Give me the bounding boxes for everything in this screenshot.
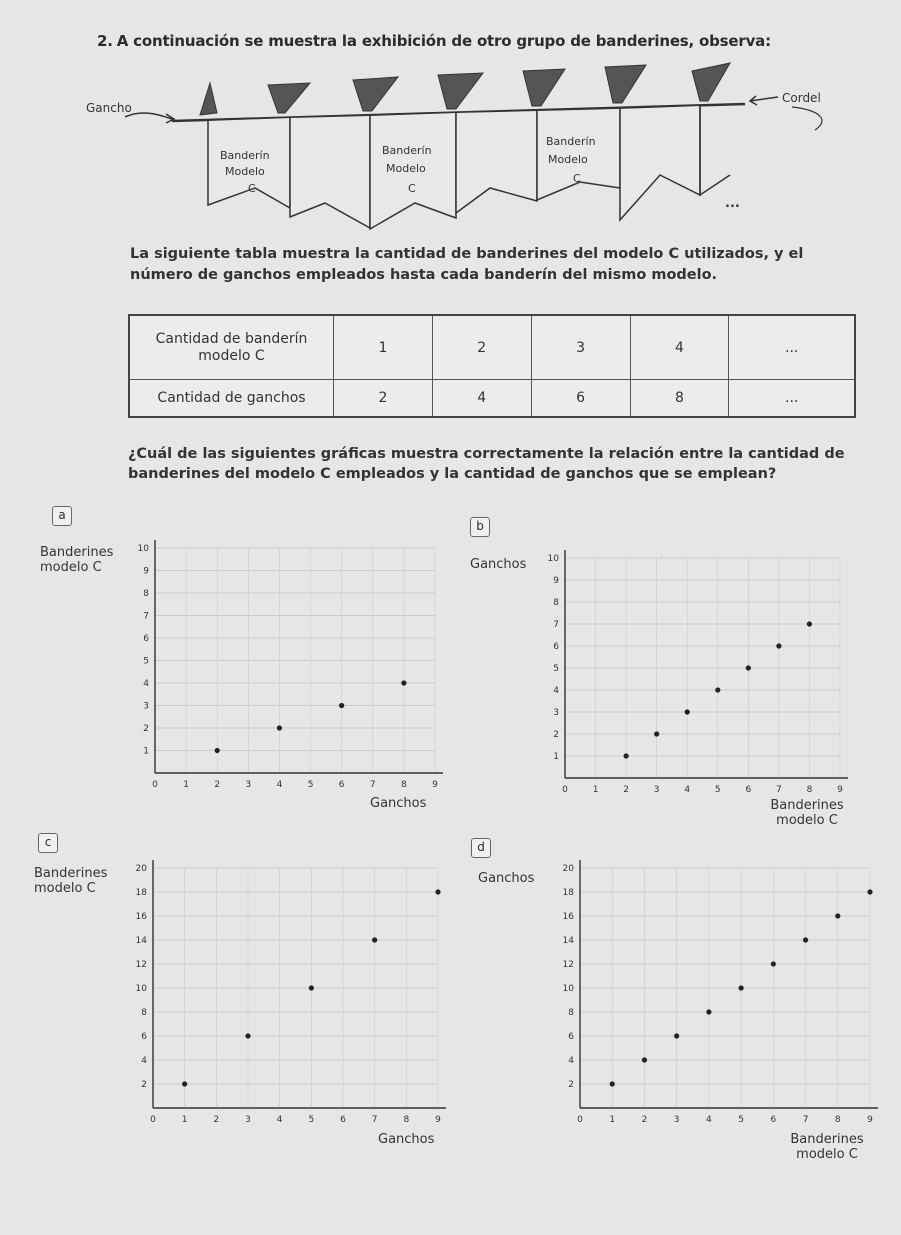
y-tick-label: 4 [143,679,149,689]
option-b-ylabel: Ganchos [470,557,527,572]
y-tick-label: 9 [553,576,559,586]
x-tick-label: 9 [435,1115,441,1125]
option-a-xlabel: Ganchos [370,796,427,811]
data-point [746,665,751,670]
data-point [624,753,629,758]
table-cell: 2 [432,315,531,380]
option-c-xlabel: Ganchos [378,1132,435,1147]
data-point [339,703,344,708]
table-cell: 2 [334,380,433,417]
x-tick-label: 8 [834,1115,841,1125]
y-tick-label: 1 [553,752,559,762]
y-tick-label: 20 [135,864,147,874]
option-d-chart[interactable] [545,855,875,1130]
y-tick-label: 8 [568,1008,574,1018]
y-tick-label: 7 [553,620,559,630]
option-b-xlabel: Banderines modelo C [770,798,844,828]
table-row [129,315,855,380]
table-cell: 6 [531,380,630,417]
table-cell: 3 [531,315,630,380]
data-point [807,621,812,626]
y-tick-label: 6 [568,1032,574,1042]
y-tick-label: 1 [143,746,149,757]
y-tick-label: 8 [553,598,559,608]
x-tick-label: 7 [802,1115,809,1125]
x-tick-label: 0 [150,1115,156,1125]
y-tick-label: 16 [135,912,147,922]
x-tick-label: 4 [276,780,283,790]
data-point [654,731,659,736]
data-point [277,725,282,730]
data-point [835,913,840,918]
y-tick-label: 6 [141,1032,147,1042]
option-d-xlabel: Banderines modelo C [790,1132,864,1162]
banner-ellipsis: ... [725,196,740,211]
option-c-label[interactable]: c [38,833,58,853]
option-a-label[interactable]: a [52,506,72,526]
banner-1-word: Banderín [220,149,270,162]
table-row [129,380,855,417]
y-tick-label: 4 [141,1056,147,1066]
clip-icon [200,83,217,115]
data-point [435,889,440,894]
y-tick-label: 6 [553,642,559,652]
x-tick-label: 4 [706,1115,712,1125]
x-tick-label: 4 [684,785,691,795]
data-point [706,1009,711,1014]
data-point [803,937,808,942]
x-tick-label: 8 [401,780,407,790]
y-tick-label: 3 [553,708,559,718]
cordel-end [792,107,822,130]
table-cell: ... [729,315,855,380]
y-tick-label: 7 [143,611,149,622]
table-cell: 4 [630,315,729,380]
y-tick-label: 12 [135,960,147,970]
x-tick-label: 1 [183,780,189,790]
x-tick-label: 5 [738,1115,744,1125]
data-point [739,985,744,990]
y-tick-label: 5 [553,664,559,674]
y-tick-label: 14 [562,936,574,946]
banner-3-word: Banderín [382,144,432,157]
intro-text: La siguiente tabla muestra la cantidad de banderines del modelo C utilizados, y el número de ganchos empleados hasta cada banderín del mismo modelo. [130,246,804,283]
banner-illustration [80,55,850,240]
banner-3-letter: C [408,182,416,195]
clip-icon [605,65,646,103]
data-point [642,1057,647,1062]
data-point [776,643,781,648]
gancho-arrow [125,113,172,119]
option-b-chart[interactable] [535,545,855,797]
data-point [401,680,406,685]
x-tick-label: 0 [562,785,568,795]
clip-icon [438,73,483,109]
y-tick-label: 2 [141,1080,147,1090]
row1-label: Cantidad de banderín modelo C [129,315,334,380]
x-tick-label: 2 [641,1115,648,1125]
data-point [372,937,377,942]
x-tick-label: 6 [770,1115,777,1125]
question-title-text: A continuación se muestra la exhibición de otro grupo de banderines, observa: [116,32,771,50]
x-tick-label: 3 [653,785,660,795]
data-point [674,1033,679,1038]
gancho-label: Gancho [86,101,132,115]
x-tick-label: 1 [609,1115,616,1125]
y-tick-label: 5 [143,656,149,667]
option-a-chart[interactable] [137,540,450,795]
data-point [715,687,720,692]
x-tick-label: 3 [245,1115,251,1125]
option-b-label[interactable]: b [470,517,490,537]
x-tick-label: 7 [369,780,376,790]
banner-5-letter: C [573,172,581,185]
question-number: 2. [97,32,113,50]
clip-icon [353,77,398,111]
y-tick-label: 2 [553,730,559,740]
y-tick-label: 4 [568,1056,574,1066]
y-tick-label: 3 [143,701,149,712]
banner-1-model: Modelo [225,165,265,178]
y-tick-label: 4 [553,686,559,696]
x-tick-label: 6 [338,780,345,790]
banner-3-model: Modelo [386,162,426,175]
table-cell: ... [729,380,855,417]
data-point [685,709,690,714]
data-point [610,1081,615,1086]
y-tick-label: 20 [562,864,574,874]
table-cell: 8 [630,380,729,417]
option-d-ylabel: Ganchos [478,871,535,886]
y-tick-label: 8 [141,1008,147,1018]
y-tick-label: 8 [143,589,149,599]
x-tick-label: 5 [308,1115,315,1125]
y-tick-label: 10 [562,984,574,994]
x-tick-label: 5 [714,785,721,795]
x-tick-label: 2 [213,1115,220,1125]
question-prompt: ¿Cuál de las siguientes gráficas muestra correctamente la relación entre la cantidad de banderines del modelo C empleados y la cantidad de ganchos que se emplean? [128,446,845,482]
x-tick-label: 3 [245,780,252,790]
banner-5-word: Banderín [546,135,596,148]
x-tick-label: 7 [371,1115,378,1125]
data-point [182,1081,187,1086]
x-tick-label: 6 [340,1115,346,1125]
banner-4 [456,111,537,213]
row2-label: Cantidad de ganchos [129,380,334,417]
option-c-chart[interactable] [128,855,448,1130]
data-point [245,1033,250,1038]
data-point [867,889,872,894]
banner-6 [620,106,700,220]
banner-5-model: Modelo [548,153,588,166]
x-tick-label: 2 [214,780,221,790]
x-tick-label: 1 [592,785,599,795]
y-tick-label: 14 [135,936,147,946]
x-tick-label: 0 [152,780,158,790]
data-point [771,961,776,966]
question-title [97,32,775,50]
x-tick-label: 8 [806,785,813,795]
x-tick-label: 9 [867,1115,873,1125]
x-tick-label: 7 [776,785,782,795]
y-tick-label: 9 [143,566,149,577]
y-tick-label: 10 [137,544,149,554]
table-cell: 1 [334,315,433,380]
clip-icon [523,69,565,106]
banner-7-partial [700,106,730,195]
cordel-arrow-icon [750,96,778,105]
banner-2 [290,116,370,228]
table-cell: 4 [432,380,531,417]
y-tick-label: 16 [562,912,574,922]
y-tick-label: 2 [143,724,149,734]
clip-icon [268,83,310,113]
y-tick-label: 12 [562,960,574,970]
option-a-ylabel: Banderines modelo C [40,545,114,575]
x-tick-label: 4 [276,1115,283,1125]
data-point [215,748,220,753]
x-tick-label: 5 [307,780,314,790]
data-table [128,314,856,418]
x-tick-label: 9 [432,780,438,790]
x-tick-label: 3 [673,1115,680,1125]
y-tick-label: 10 [135,984,147,994]
y-tick-label: 2 [568,1080,574,1090]
clip-icon [692,63,730,101]
banner-1-letter: C [248,182,256,195]
x-tick-label: 6 [745,785,752,795]
y-tick-label: 6 [143,634,149,644]
y-tick-label: 18 [135,888,147,898]
x-tick-label: 9 [837,785,843,795]
cordel-label: Cordel [782,91,821,105]
x-tick-label: 8 [403,1115,410,1125]
y-tick-label: 18 [562,888,574,898]
x-tick-label: 2 [623,785,629,795]
x-tick-label: 0 [577,1115,583,1125]
data-point [309,985,314,990]
x-tick-label: 1 [181,1115,188,1125]
y-tick-label: 10 [547,554,559,564]
option-d-label[interactable]: d [471,838,491,858]
option-c-ylabel: Banderines modelo C [34,866,108,896]
